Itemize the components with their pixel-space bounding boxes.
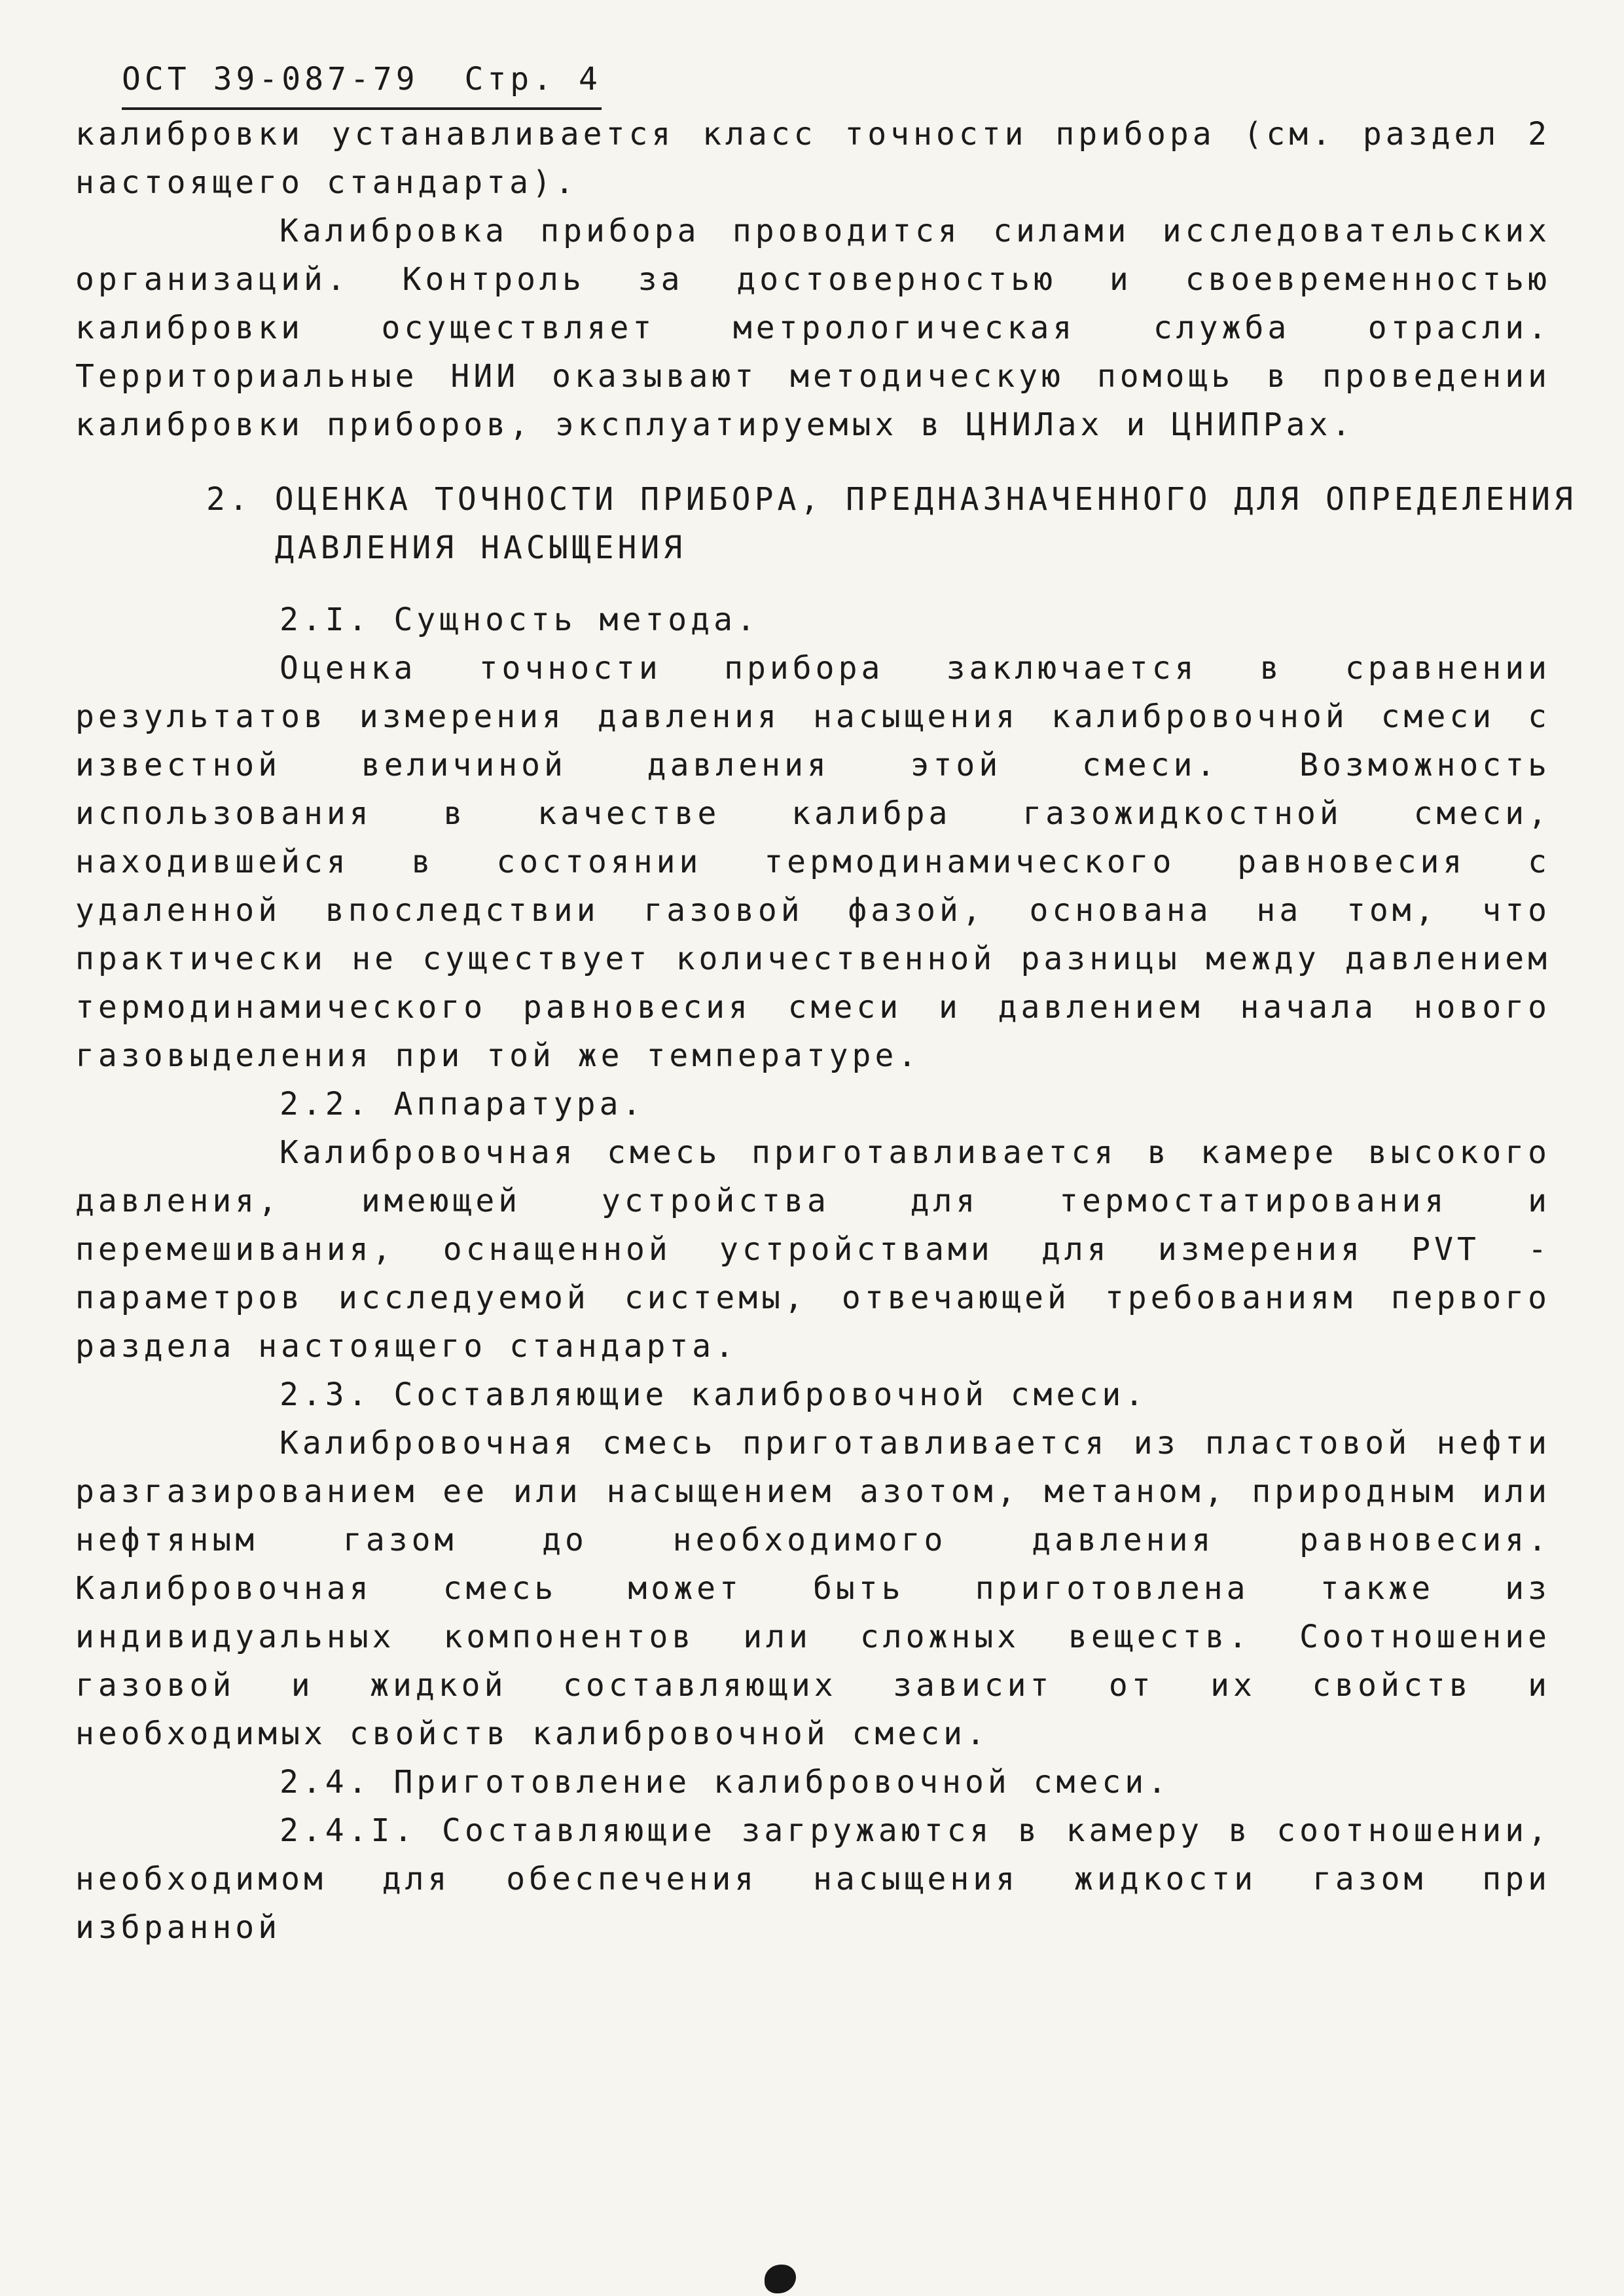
paragraph: Калибровочная смесь приготавливается из пластовой нефти разгазированием ее или насыщением азотом, метаном, природным или нефтяным газом до необходимого давления равновесия. Калибровочная смесь может быть приготовлена также из индивидуальных компонентов или сложных веществ. Соотношение газовой и жидкой составляющих зависит от их свойств и необходимых свойств калибровочной смеси. bbox=[75, 1425, 1551, 1752]
section-heading: 2. ОЦЕНКА ТОЧНОСТИ ПРИБОРА, ПРЕДНАЗНАЧЕННОГО ДЛЯ ОПРЕДЕЛЕНИЯ ДАВЛЕНИЯ НАСЫЩЕНИЯ bbox=[206, 481, 1577, 566]
subheading: 2.2. Аппаратура. bbox=[280, 1086, 645, 1122]
paragraph: Калибровка прибора проводится силами исследовательских организаций. Контроль за достоверностью и своевременностью калибровки осуществляет метрологическая служба отрасли. Территориальные НИИ оказывают методическую помощь в проведении калибровки приборов, эксплуатируемых в ЦНИЛах и ЦНИПРах. bbox=[75, 213, 1551, 443]
paragraph: Оценка точности прибора заключается в сравнении результатов измерения давления насыщения калибровочной смеси с известной величиной давления этой смеси. Возможность использования в качестве калибра газожидкостной смеси, находившейся в состоянии термодинамического равновесия с удаленной впоследствии газовой фазой, основана на том, что практически не существует количественной разницы между давлением термодинамического равновесия смеси и давлением начала нового газовыделения при той же температуре. bbox=[75, 650, 1551, 1074]
subheading: 2.3. Составляющие калибровочной смеси. bbox=[280, 1376, 1148, 1413]
paragraph-continuation: калибровки устанавливается класс точности прибора (см. раздел 2 настоящего стандарта). bbox=[75, 116, 1551, 201]
paragraph: Калибровочная смесь приготавливается в камере высокого давления, имеющей устройства для термостатирования и перемешивания, оснащенной устройствами для измерения РVТ - параметров исследуемой системы, отвечающей требованиям первого раздела настоящего стандарта. bbox=[75, 1134, 1551, 1365]
paragraph: 2.4.I. Составляющие загружаются в камеру в соотношении, необходимом для обеспечения насыщения жидкости газом при избранной bbox=[75, 1812, 1551, 1946]
subheading: 2.4. Приготовление калибровочной смеси. bbox=[280, 1764, 1171, 1801]
subheading: 2.I. Сущность метода. bbox=[280, 601, 759, 638]
page-header: ОСТ 39-087-79 Стр. 4 bbox=[122, 55, 602, 110]
scan-artifact bbox=[765, 2265, 796, 2293]
document-body bbox=[75, 110, 1577, 1952]
